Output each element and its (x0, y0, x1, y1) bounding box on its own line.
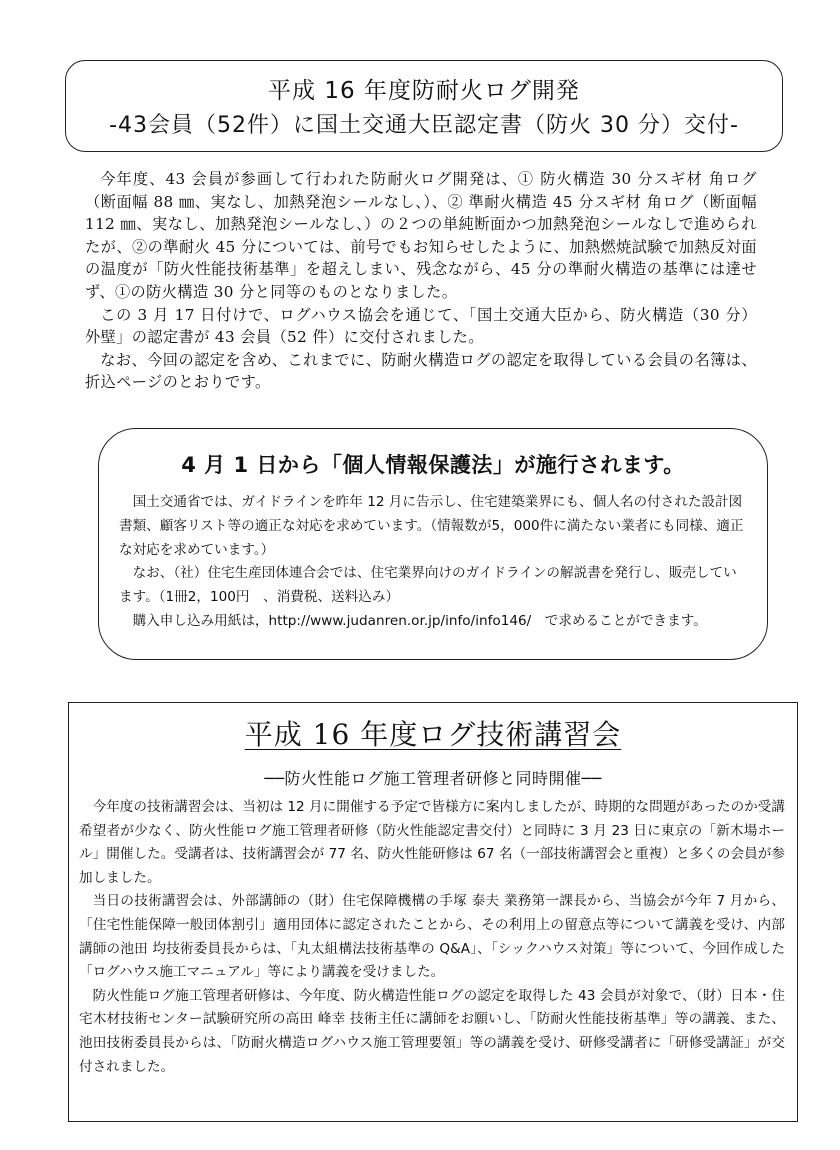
fireproof-log-subtitle: -43会員（52件）に国土交通大臣認定書（防火 30 分）交付- (109, 113, 739, 138)
log-seminar-body (79, 796, 785, 1079)
privacy-law-body (119, 491, 745, 634)
article-paragraph: なお、今回の認定を含め、これまでに、防耐火構造ログの認定を取得している会員の名簿は、折込ページのとおりです。 (85, 350, 757, 392)
log-seminar-box (68, 702, 798, 1122)
log-seminar-title-text: 平成 16 年度ログ技術講習会 (244, 718, 622, 751)
log-seminar-subtitle: ──防火性能ログ施工管理者研修と同時開催── (264, 769, 602, 788)
seminar-paragraph: 今年度の技術講習会は、当初は 12 月に開催する予定で皆様方に案内しましたが、時期的な問題があったのか受講希望者が少なく、防火性能ログ施工管理者研修（防火性能認定書交付）と同時に 3 月 23 日に東京の「新木場ホール」開催した。受講者は、技術講習会が 77 名、防火性能研修は 67 名（一部技術講習会と重複）と多くの会員が参加しました。 (79, 799, 785, 886)
article-paragraph: この 3 月 17 日付けで、ログハウス協会を通じて、「国土交通大臣から、防火構造（30 分）外壁」の認定書が 43 会員（52 件）に交付されました。 (85, 305, 757, 347)
fireproof-log-title-box (65, 60, 783, 152)
log-seminar-title (69, 713, 797, 753)
fireproof-log-article (85, 168, 757, 394)
fireproof-log-title: 平成 16 年度防耐火ログ開発 (268, 78, 580, 104)
seminar-paragraph: 当日の技術講習会は、外部講師の（財）住宅保障機構の手塚 泰夫 業務第一課長から、当協会が今年 7 月から、「住宅性能保障一般団体割引」適用団体に認定されたことから、その利用上の留意点等について講義を受け、内部講師の池田 均技術委員長からは、「丸太組構法技術基準の Q&A」、「シックハウス対策」等について、今回作成した「ログハウス施工マニュアル」等により講義を受けました。 (79, 893, 785, 981)
privacy-law-title: 4 月 1 日から「個人情報保護法」が施行されます。 (181, 453, 685, 477)
seminar-paragraph: 防火性能ログ施工管理者研修は、今年度、防火構造性能ログの認定を取得した 43 会員が対象で、（財）日本・住宅木材技術センター試験研究所の高田 峰幸 技術主任に講師をお願いし、「防耐火性能技術基準」等の講義、また、池田技術委員長からは、「防耐火構造ログハウス施工管理要領」等の講義を受け、研修受講者に「研修受講証」が交付されました。 (79, 987, 785, 1075)
privacy-law-notice-box (98, 428, 768, 660)
notice-paragraph-url: 購入申し込み用紙は，http://www.judanren.or.jp/info/info146/ で求めることができます。 (132, 612, 707, 629)
article-paragraph: 今年度、43 会員が参画して行われた防耐火ログ開発は、① 防火構造 30 分スギ材 角ログ（断面幅 88 ㎜、実なし、加熱発泡シールなし、）、② 準耐火構造 45 分スギ材 角ログ（断面幅 112 ㎜、実なし、加熱発泡シールなし、）の２つの単純断面かつ加熱発泡シールなしで進められたが、②の準耐火 45 分については、前号でもお知らせしたように、加熱燃焼試験で加熱反対面の温度が「防火性能技術基準」を超えしまい、残念ながら、45 分の準耐火構造の基準には達せず、①の防火構造 30 分と同等のものとなりました。 (85, 170, 757, 301)
notice-paragraph: 国土交通省では、ガイドラインを昨年 12 月に告示し、住宅建築業界にも、個人名の付された設計図書類、顧客リスト等の適正な対応を求めています。（情報数が5，000件に満たない業者にも同様、適正な対応を求めています。） (119, 494, 744, 558)
notice-paragraph: なお、（社）住宅生産団体連合会では、住宅業界向けのガイドラインの解説書を発行し、販売しています。（1冊2，100円 、消費税、送料込み） (119, 565, 737, 606)
